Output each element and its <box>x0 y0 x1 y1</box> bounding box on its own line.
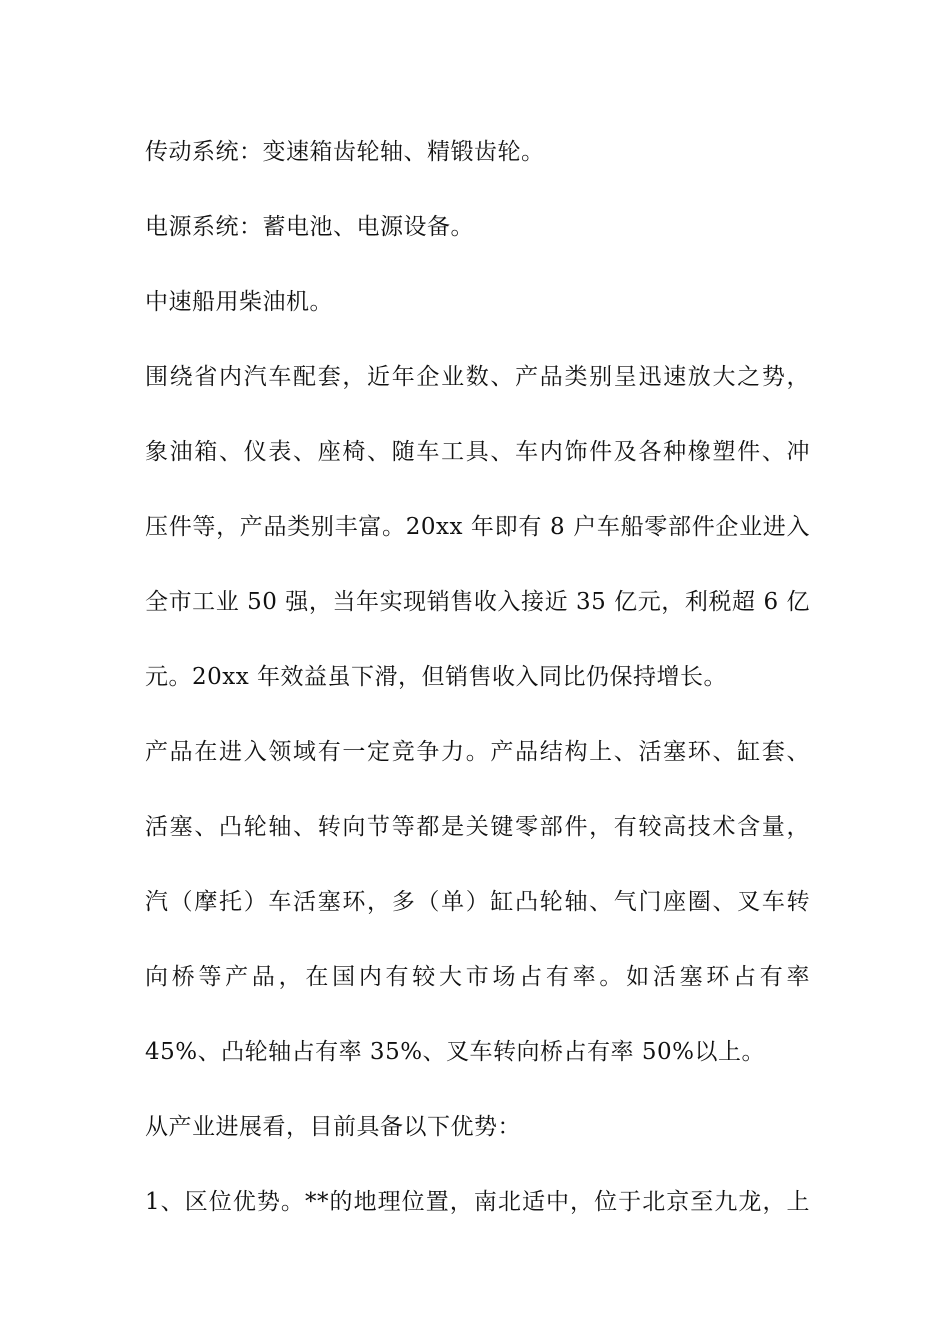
text-line-8: 元。20xx 年效益虽下滑，但销售收入同比仍保持增长。 <box>145 664 728 690</box>
text-line-3: 中速船用柴油机。 <box>145 289 333 315</box>
text-line-12: 向桥等产品，在国内有较大市场占有率。如活塞环占有率 <box>145 964 810 990</box>
text-line-13: 45%、凸轮轴占有率 35%、叉车转向桥占有率 50%以上。 <box>145 1039 765 1065</box>
text-line-11: 汽（摩托）车活塞环，多（单）缸凸轮轴、气门座圈、叉车转 <box>145 889 810 915</box>
text-line-5: 象油箱、仪表、座椅、随车工具、车内饰件及各种橡塑件、冲 <box>145 439 810 465</box>
text-line-10: 活塞、凸轮轴、转向节等都是关键零部件，有较高技术含量， <box>145 814 810 840</box>
text-line-4: 围绕省内汽车配套，近年企业数、产品类别呈迅速放大之势， <box>145 364 810 390</box>
text-line-15: 1、区位优势。**的地理位置，南北适中，位于北京至九龙，上 <box>145 1189 810 1215</box>
text-line-6: 压件等，产品类别丰富。20xx 年即有 8 户车船零部件企业进入 <box>145 514 810 540</box>
text-line-2: 电源系统：蓄电池、电源设备。 <box>145 214 474 240</box>
text-line-1: 传动系统：变速箱齿轮轴、精锻齿轮。 <box>145 139 545 165</box>
text-line-14: 从产业进展看，目前具备以下优势： <box>145 1114 521 1140</box>
text-line-7: 全市工业 50 强，当年实现销售收入接近 35 亿元，利税超 6 亿 <box>145 589 810 615</box>
text-line-9: 产品在进入领域有一定竞争力。产品结构上、活塞环、缸套、 <box>145 739 810 765</box>
